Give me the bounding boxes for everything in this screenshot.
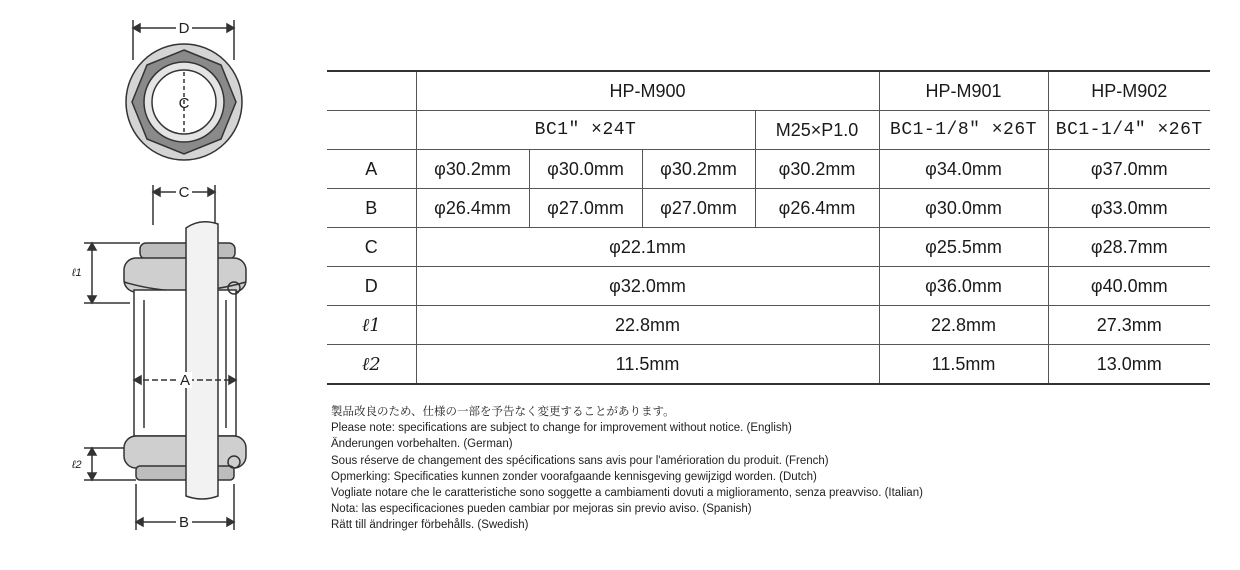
row-label-l1: ℓ1 — [327, 306, 416, 345]
cell-l2-m900: 11.5mm — [416, 345, 879, 385]
cell-a-1: φ30.2mm — [416, 150, 529, 189]
cell-c-m900: φ22.1mm — [416, 228, 879, 267]
notice-english: Please note: specifications are subject to change for improvement without notice. (English) — [331, 422, 792, 435]
cell-b-m901: φ30.0mm — [879, 189, 1048, 228]
notice-italian: Vogliate notare che le caratteristiche sono soggette a cambiamenti dovuti a miglioramento, senza preavviso. (Italian) — [331, 487, 923, 500]
cell-d-m901: φ36.0mm — [879, 267, 1048, 306]
row-a — [327, 150, 1210, 189]
cell-l2-m901: 11.5mm — [879, 345, 1048, 385]
cell-l2-m902: 13.0mm — [1048, 345, 1210, 385]
spec-bc1-1-8-26t: BC1-1/8" ×26T — [879, 111, 1048, 150]
model-header-row — [327, 71, 1210, 111]
row-label-a: A — [327, 150, 416, 189]
notice-dutch: Opmerking: Specificaties kunnen zonder voorafgaande kennisgeving gewijzigd worden. (Dutch) — [331, 470, 817, 483]
row-label-l2: ℓ2 — [327, 345, 416, 385]
row-l2 — [327, 345, 1210, 385]
cell-l1-m901: 22.8mm — [879, 306, 1048, 345]
model-hp-m901: HP-M901 — [879, 71, 1048, 111]
dim-l2-label: ℓ2 — [72, 459, 82, 471]
notice-block — [331, 404, 923, 534]
row-label-c: C — [327, 228, 416, 267]
dim-b-label: B — [178, 514, 190, 531]
dim-c-side-label: C — [178, 184, 190, 201]
row-label-b: B — [327, 189, 416, 228]
row-l1 — [327, 306, 1210, 345]
notice-swedish: Rätt till ändringer förbehålls. (Swedish) — [331, 519, 529, 532]
cell-b-2: φ27.0mm — [529, 189, 642, 228]
cell-a-m902: φ37.0mm — [1048, 150, 1210, 189]
notice-japanese: 製品改良のため、仕様の一部を予告なく変更することがあります。 — [331, 406, 675, 418]
spec-table — [327, 70, 1210, 385]
cell-a-3: φ30.2mm — [642, 150, 755, 189]
corner-cell-2 — [327, 111, 416, 150]
cell-b-3: φ27.0mm — [642, 189, 755, 228]
cell-a-4: φ30.2mm — [755, 150, 879, 189]
spec-header-row — [327, 111, 1210, 150]
cell-d-m902: φ40.0mm — [1048, 267, 1210, 306]
row-c — [327, 228, 1210, 267]
cell-a-m901: φ34.0mm — [879, 150, 1048, 189]
row-b — [327, 189, 1210, 228]
dim-a-label: A — [179, 372, 191, 389]
cell-l1-m902: 27.3mm — [1048, 306, 1210, 345]
dim-d-label: D — [178, 20, 190, 37]
side-view — [84, 185, 246, 530]
spec-bc1-24t: BC1" ×24T — [416, 111, 755, 150]
spec-m25: M25×P1.0 — [755, 111, 879, 150]
model-hp-m900: HP-M900 — [416, 71, 879, 111]
cell-b-1: φ26.4mm — [416, 189, 529, 228]
cell-b-m902: φ33.0mm — [1048, 189, 1210, 228]
cell-c-m901: φ25.5mm — [879, 228, 1048, 267]
top-view — [126, 20, 242, 160]
dim-l1-label: ℓ1 — [72, 267, 82, 279]
model-hp-m902: HP-M902 — [1048, 71, 1210, 111]
headset-diagram — [60, 10, 310, 550]
notice-spanish: Nota: las especificaciones pueden cambiar por mejoras sin previo aviso. (Spanish) — [331, 503, 752, 516]
corner-cell — [327, 71, 416, 111]
dim-c-top-label: C — [178, 95, 190, 112]
row-label-d: D — [327, 267, 416, 306]
cell-l1-m900: 22.8mm — [416, 306, 879, 345]
spec-bc1-1-4-26t: BC1-1/4" ×26T — [1048, 111, 1210, 150]
cell-b-4: φ26.4mm — [755, 189, 879, 228]
cell-a-2: φ30.0mm — [529, 150, 642, 189]
row-d — [327, 267, 1210, 306]
notice-german: Änderungen vorbehalten. (German) — [331, 438, 513, 451]
notice-french: Sous réserve de changement des spécifications sans avis pour l'amérioration du produit. (French) — [331, 454, 829, 467]
cell-c-m902: φ28.7mm — [1048, 228, 1210, 267]
cell-d-m900: φ32.0mm — [416, 267, 879, 306]
